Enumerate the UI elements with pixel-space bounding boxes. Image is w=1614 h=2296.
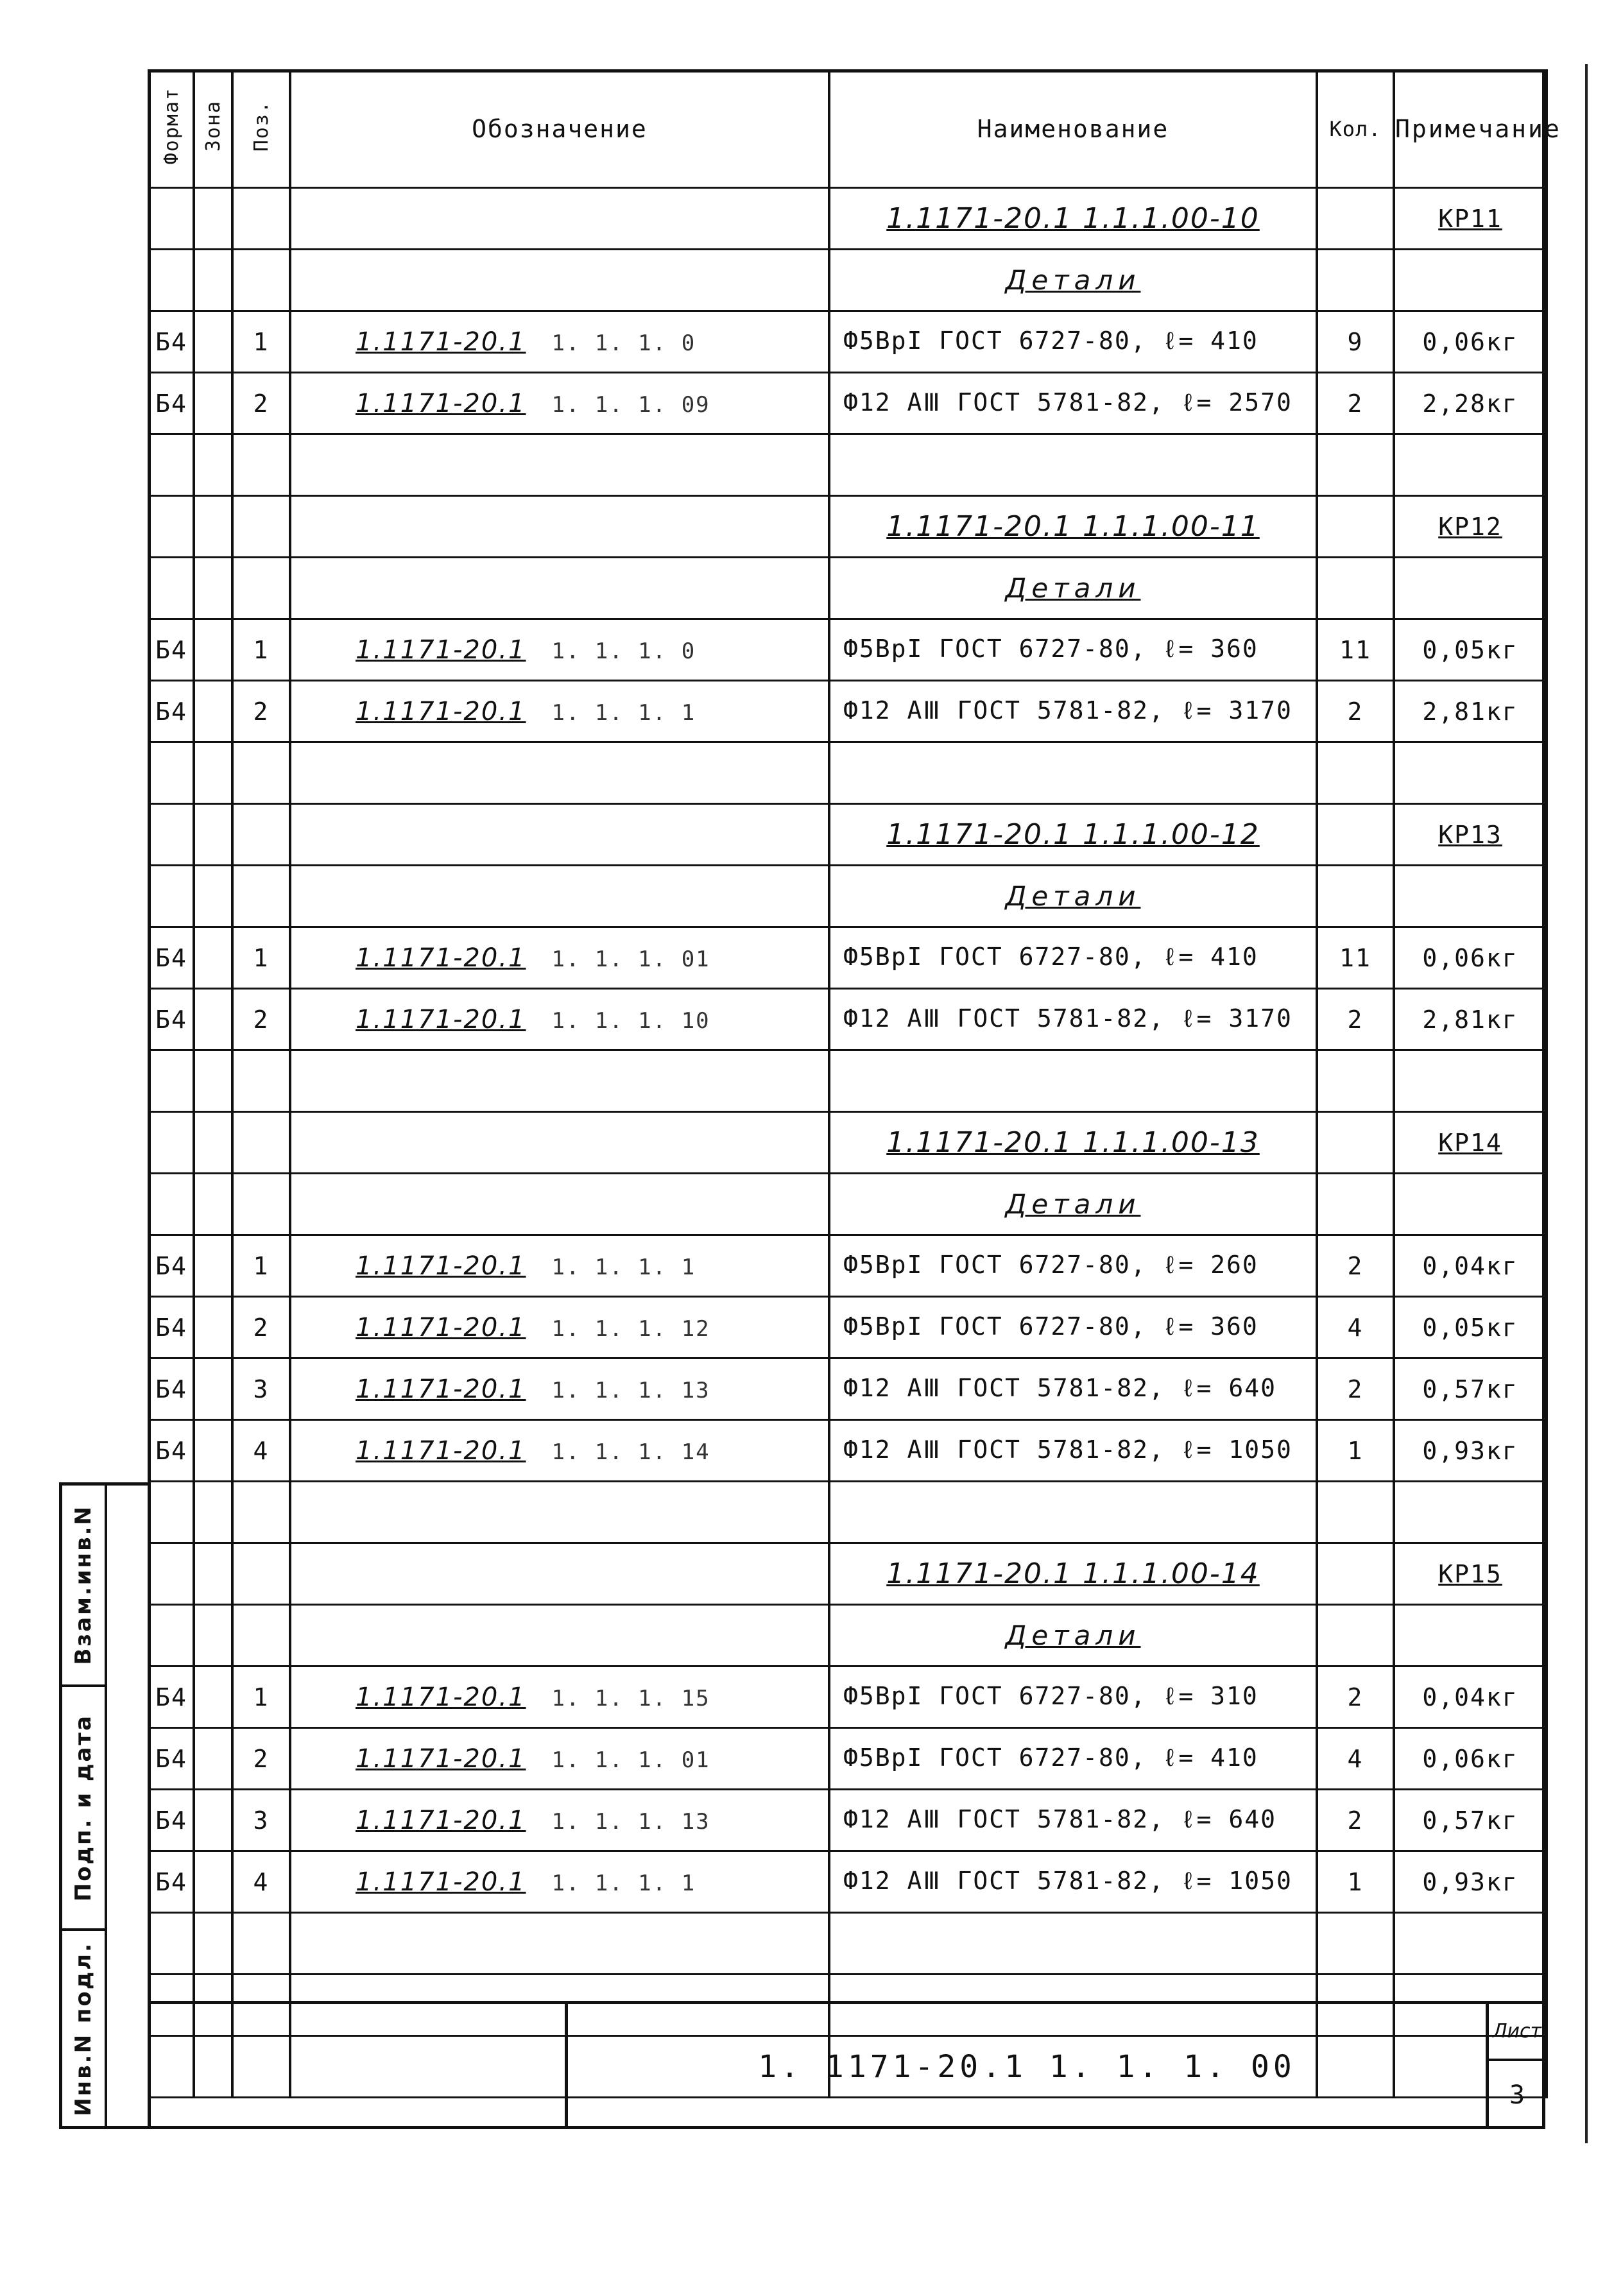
empty-cell bbox=[194, 1913, 232, 1975]
zone-cell bbox=[194, 989, 232, 1050]
designation-cell bbox=[290, 1728, 829, 1790]
format-cell: Б4 bbox=[149, 1235, 194, 1297]
header-qty: Кол. bbox=[1317, 71, 1394, 188]
note-cell: 0,05кг bbox=[1394, 619, 1547, 681]
qty-cell: 9 bbox=[1317, 311, 1394, 373]
designation-suffix: 1. 1. 1. 0 bbox=[551, 330, 696, 356]
empty-cell bbox=[232, 558, 290, 619]
designation-code: 1.1171-20.1 bbox=[356, 327, 526, 357]
qty-cell: 2 bbox=[1317, 989, 1394, 1050]
zone-cell bbox=[194, 927, 232, 989]
qty-cell: 11 bbox=[1317, 619, 1394, 681]
header-designation: Обозначение bbox=[290, 71, 829, 188]
empty-cell bbox=[1317, 496, 1394, 558]
section-title: 1.1171-20.1 1.1.1.00-14 bbox=[886, 1557, 1260, 1590]
designation-cell bbox=[290, 1666, 829, 1728]
zone-cell bbox=[194, 1235, 232, 1297]
empty-cell bbox=[194, 866, 232, 927]
name-cell: Ф5ВрI ГОСТ 6727-80, ℓ= 360 bbox=[829, 619, 1317, 681]
section-subtitle-row bbox=[149, 250, 1547, 311]
empty-cell bbox=[232, 1174, 290, 1235]
section-title-cell bbox=[829, 188, 1317, 250]
empty-cell bbox=[149, 496, 194, 558]
specification-table bbox=[148, 69, 1561, 2098]
section-subtitle-cell bbox=[829, 250, 1317, 311]
pos-cell: 4 bbox=[232, 1420, 290, 1482]
empty-cell bbox=[194, 1482, 232, 1543]
format-cell: Б4 bbox=[149, 681, 194, 742]
empty-cell bbox=[232, 1482, 290, 1543]
table-row bbox=[149, 1790, 1547, 1851]
name-cell: Ф5ВрI ГОСТ 6727-80, ℓ= 260 bbox=[829, 1235, 1317, 1297]
note-cell: 2,28кг bbox=[1394, 373, 1547, 434]
empty-cell bbox=[1317, 188, 1394, 250]
designation-code: 1.1171-20.1 bbox=[356, 1682, 526, 1712]
designation-cell bbox=[290, 681, 829, 742]
format-cell: Б4 bbox=[149, 927, 194, 989]
format-cell: Б4 bbox=[149, 373, 194, 434]
designation-code: 1.1171-20.1 bbox=[356, 1312, 526, 1342]
designation-code: 1.1171-20.1 bbox=[356, 1805, 526, 1835]
empty-cell bbox=[1394, 742, 1547, 804]
qty-cell: 1 bbox=[1317, 1420, 1394, 1482]
zone-cell bbox=[194, 619, 232, 681]
empty-cell bbox=[232, 804, 290, 866]
empty-cell bbox=[829, 1050, 1317, 1112]
empty-cell bbox=[149, 804, 194, 866]
pos-cell: 2 bbox=[232, 989, 290, 1050]
empty-cell bbox=[1394, 558, 1547, 619]
qty-cell: 2 bbox=[1317, 373, 1394, 434]
designation-suffix: 1. 1. 1. 1 bbox=[551, 1254, 696, 1280]
empty-cell bbox=[194, 742, 232, 804]
zone-cell bbox=[194, 1358, 232, 1420]
format-cell: Б4 bbox=[149, 1728, 194, 1790]
empty-cell bbox=[149, 434, 194, 496]
section-subtitle-row bbox=[149, 1605, 1547, 1666]
empty-cell bbox=[232, 866, 290, 927]
pos-cell: 2 bbox=[232, 1728, 290, 1790]
empty-cell bbox=[232, 496, 290, 558]
header-name: Наименование bbox=[829, 71, 1317, 188]
zone-cell bbox=[194, 311, 232, 373]
empty-cell bbox=[1394, 1174, 1547, 1235]
empty-cell bbox=[1317, 1543, 1394, 1605]
header-note: Примечание bbox=[1394, 71, 1547, 188]
zone-cell bbox=[194, 1420, 232, 1482]
section-note: КР15 bbox=[1394, 1543, 1547, 1605]
empty-cell bbox=[290, 1605, 829, 1666]
empty-cell bbox=[149, 1482, 194, 1543]
empty-cell bbox=[1317, 1050, 1394, 1112]
note-cell: 0,57кг bbox=[1394, 1790, 1547, 1851]
table-row bbox=[149, 1297, 1547, 1358]
designation-code: 1.1171-20.1 bbox=[356, 943, 526, 973]
empty-cell bbox=[1317, 1482, 1394, 1543]
designation-code: 1.1171-20.1 bbox=[356, 1374, 526, 1404]
designation-suffix: 1. 1. 1. 1 bbox=[551, 1870, 696, 1896]
format-cell: Б4 bbox=[149, 989, 194, 1050]
empty-cell bbox=[149, 1174, 194, 1235]
section-subtitle: Детали bbox=[1005, 264, 1141, 296]
qty-cell: 2 bbox=[1317, 1235, 1394, 1297]
note-cell: 2,81кг bbox=[1394, 681, 1547, 742]
empty-cell bbox=[194, 1174, 232, 1235]
empty-cell bbox=[1317, 804, 1394, 866]
empty-cell bbox=[149, 866, 194, 927]
designation-code: 1.1171-20.1 bbox=[356, 388, 526, 418]
designation-code: 1.1171-20.1 bbox=[356, 1867, 526, 1897]
designation-code: 1.1171-20.1 bbox=[356, 1251, 526, 1281]
empty-cell bbox=[149, 1112, 194, 1174]
designation-cell bbox=[290, 619, 829, 681]
designation-cell bbox=[290, 1790, 829, 1851]
table-header-row bbox=[149, 71, 1547, 188]
pos-cell: 2 bbox=[232, 373, 290, 434]
section-subtitle-row bbox=[149, 1174, 1547, 1235]
designation-cell bbox=[290, 1420, 829, 1482]
side-replaced-inv: Взам.инв.N bbox=[62, 1486, 107, 1684]
name-cell: Ф5ВрI ГОСТ 6727-80, ℓ= 410 bbox=[829, 311, 1317, 373]
designation-suffix: 1. 1. 1. 13 bbox=[551, 1808, 710, 1835]
pos-cell: 2 bbox=[232, 1297, 290, 1358]
empty-cell bbox=[1394, 1605, 1547, 1666]
section-title-row bbox=[149, 188, 1547, 250]
zone-cell bbox=[194, 373, 232, 434]
designation-suffix: 1. 1. 1. 1 bbox=[551, 699, 696, 726]
name-cell: Ф5ВрI ГОСТ 6727-80, ℓ= 360 bbox=[829, 1297, 1317, 1358]
empty-cell bbox=[1394, 866, 1547, 927]
designation-code: 1.1171-20.1 bbox=[356, 635, 526, 665]
empty-cell bbox=[232, 1913, 290, 1975]
empty-row bbox=[149, 1913, 1547, 1975]
zone-cell bbox=[194, 1297, 232, 1358]
empty-cell bbox=[1394, 1913, 1547, 1975]
section-subtitle-cell bbox=[829, 866, 1317, 927]
empty-cell bbox=[1317, 434, 1394, 496]
section-title-row bbox=[149, 804, 1547, 866]
designation-cell bbox=[290, 1358, 829, 1420]
pos-cell: 1 bbox=[232, 927, 290, 989]
note-cell: 0,06кг bbox=[1394, 927, 1547, 989]
format-cell: Б4 bbox=[149, 1851, 194, 1913]
empty-cell bbox=[290, 742, 829, 804]
section-subtitle-row bbox=[149, 558, 1547, 619]
zone-cell bbox=[194, 1666, 232, 1728]
empty-cell bbox=[290, 804, 829, 866]
empty-cell bbox=[1394, 434, 1547, 496]
table-row bbox=[149, 681, 1547, 742]
name-cell: Ф5ВрI ГОСТ 6727-80, ℓ= 410 bbox=[829, 1728, 1317, 1790]
section-subtitle-row bbox=[149, 866, 1547, 927]
empty-cell bbox=[149, 742, 194, 804]
empty-cell bbox=[232, 1605, 290, 1666]
designation-code: 1.1171-20.1 bbox=[356, 1435, 526, 1466]
section-note: КР12 bbox=[1394, 496, 1547, 558]
table-row bbox=[149, 311, 1547, 373]
empty-cell bbox=[829, 1913, 1317, 1975]
section-title-cell bbox=[829, 496, 1317, 558]
note-cell: 0,06кг bbox=[1394, 1728, 1547, 1790]
zone-cell bbox=[194, 1728, 232, 1790]
zone-cell bbox=[194, 1851, 232, 1913]
name-cell: Ф12 АⅢ ГОСТ 5781-82, ℓ= 640 bbox=[829, 1790, 1317, 1851]
table-row bbox=[149, 1235, 1547, 1297]
table-row bbox=[149, 1358, 1547, 1420]
table-row bbox=[149, 373, 1547, 434]
pos-cell: 1 bbox=[232, 619, 290, 681]
empty-cell bbox=[290, 1543, 829, 1605]
empty-cell bbox=[1317, 250, 1394, 311]
format-cell: Б4 bbox=[149, 619, 194, 681]
empty-cell bbox=[149, 558, 194, 619]
table-row bbox=[149, 927, 1547, 989]
empty-cell bbox=[1394, 1482, 1547, 1543]
table-row bbox=[149, 1420, 1547, 1482]
section-title-row bbox=[149, 496, 1547, 558]
empty-cell bbox=[290, 250, 829, 311]
sheet-number: 3 bbox=[1509, 2080, 1525, 2110]
empty-cell bbox=[232, 1112, 290, 1174]
document-code: 1. 1171-20.1 1. 1. 1. 00 bbox=[758, 2048, 1296, 2085]
designation-code: 1.1171-20.1 bbox=[356, 1743, 526, 1774]
format-cell: Б4 bbox=[149, 1358, 194, 1420]
name-cell: Ф5ВрI ГОСТ 6727-80, ℓ= 410 bbox=[829, 927, 1317, 989]
empty-cell bbox=[232, 742, 290, 804]
section-subtitle: Детали bbox=[1005, 1620, 1141, 1651]
designation-suffix: 1. 1. 1. 14 bbox=[551, 1439, 710, 1465]
empty-cell bbox=[829, 1482, 1317, 1543]
designation-code: 1.1171-20.1 bbox=[356, 696, 526, 726]
section-title: 1.1171-20.1 1.1.1.00-10 bbox=[886, 202, 1260, 235]
note-cell: 2,81кг bbox=[1394, 989, 1547, 1050]
empty-cell bbox=[232, 188, 290, 250]
scan-edge-line bbox=[1585, 64, 1588, 2143]
designation-cell bbox=[290, 927, 829, 989]
section-subtitle: Детали bbox=[1005, 1188, 1141, 1220]
pos-cell: 1 bbox=[232, 1666, 290, 1728]
empty-cell bbox=[194, 1605, 232, 1666]
zone-cell bbox=[194, 1790, 232, 1851]
pos-cell: 1 bbox=[232, 311, 290, 373]
table-row bbox=[149, 1851, 1547, 1913]
empty-cell bbox=[1394, 1050, 1547, 1112]
empty-cell bbox=[232, 250, 290, 311]
empty-cell bbox=[290, 866, 829, 927]
empty-cell bbox=[149, 188, 194, 250]
empty-cell bbox=[149, 1543, 194, 1605]
header-zone: Зона bbox=[194, 71, 232, 188]
table-row bbox=[149, 989, 1547, 1050]
format-cell: Б4 bbox=[149, 311, 194, 373]
pos-cell: 2 bbox=[232, 681, 290, 742]
designation-suffix: 1. 1. 1. 01 bbox=[551, 946, 710, 972]
sheet-box bbox=[1486, 2004, 1545, 2129]
section-title-row bbox=[149, 1112, 1547, 1174]
designation-suffix: 1. 1. 1. 01 bbox=[551, 1747, 710, 1773]
name-cell: Ф12 АⅢ ГОСТ 5781-82, ℓ= 1050 bbox=[829, 1420, 1317, 1482]
designation-cell bbox=[290, 311, 829, 373]
qty-cell: 2 bbox=[1317, 1790, 1394, 1851]
empty-cell bbox=[194, 804, 232, 866]
section-subtitle: Детали bbox=[1005, 572, 1141, 604]
section-title-cell bbox=[829, 1112, 1317, 1174]
table-body bbox=[149, 188, 1547, 2098]
sheet-label: Лист bbox=[1489, 2004, 1545, 2061]
name-cell: Ф12 АⅢ ГОСТ 5781-82, ℓ= 640 bbox=[829, 1358, 1317, 1420]
table-row bbox=[149, 1666, 1547, 1728]
qty-cell: 4 bbox=[1317, 1728, 1394, 1790]
section-subtitle: Детали bbox=[1005, 880, 1141, 912]
designation-cell bbox=[290, 989, 829, 1050]
designation-cell bbox=[290, 373, 829, 434]
section-title-cell bbox=[829, 1543, 1317, 1605]
table-row bbox=[149, 619, 1547, 681]
qty-cell: 4 bbox=[1317, 1297, 1394, 1358]
note-cell: 0,93кг bbox=[1394, 1420, 1547, 1482]
empty-cell bbox=[290, 496, 829, 558]
empty-cell bbox=[149, 1605, 194, 1666]
empty-cell bbox=[194, 1112, 232, 1174]
header-format: Формат bbox=[149, 71, 194, 188]
note-cell: 0,04кг bbox=[1394, 1235, 1547, 1297]
note-cell: 0,93кг bbox=[1394, 1851, 1547, 1913]
name-cell: Ф12 АⅢ ГОСТ 5781-82, ℓ= 2570 bbox=[829, 373, 1317, 434]
empty-row bbox=[149, 434, 1547, 496]
empty-row bbox=[149, 1050, 1547, 1112]
section-title: 1.1171-20.1 1.1.1.00-12 bbox=[886, 818, 1260, 851]
empty-cell bbox=[1317, 742, 1394, 804]
section-title: 1.1171-20.1 1.1.1.00-13 bbox=[886, 1126, 1260, 1159]
format-cell: Б4 bbox=[149, 1666, 194, 1728]
section-title-row bbox=[149, 1543, 1547, 1605]
qty-cell: 2 bbox=[1317, 681, 1394, 742]
section-note: КР13 bbox=[1394, 804, 1547, 866]
designation-suffix: 1. 1. 1. 10 bbox=[551, 1007, 710, 1034]
header-pos: Поз. bbox=[232, 71, 290, 188]
qty-cell: 1 bbox=[1317, 1851, 1394, 1913]
zone-cell bbox=[194, 681, 232, 742]
table-row bbox=[149, 1728, 1547, 1790]
empty-cell bbox=[290, 1050, 829, 1112]
designation-code: 1.1171-20.1 bbox=[356, 1004, 526, 1034]
name-cell: Ф12 АⅢ ГОСТ 5781-82, ℓ= 1050 bbox=[829, 1851, 1317, 1913]
designation-cell bbox=[290, 1235, 829, 1297]
empty-cell bbox=[829, 742, 1317, 804]
designation-cell bbox=[290, 1297, 829, 1358]
empty-cell bbox=[194, 558, 232, 619]
section-title-cell bbox=[829, 804, 1317, 866]
empty-cell bbox=[1317, 1605, 1394, 1666]
format-cell: Б4 bbox=[149, 1790, 194, 1851]
empty-cell bbox=[194, 434, 232, 496]
empty-cell bbox=[290, 1913, 829, 1975]
side-sign-date: Подп. и дата bbox=[62, 1684, 107, 1928]
empty-cell bbox=[1317, 1174, 1394, 1235]
empty-cell bbox=[232, 1543, 290, 1605]
name-cell: Ф12 АⅢ ГОСТ 5781-82, ℓ= 3170 bbox=[829, 989, 1317, 1050]
empty-cell bbox=[290, 1482, 829, 1543]
format-cell: Б4 bbox=[149, 1420, 194, 1482]
designation-suffix: 1. 1. 1. 12 bbox=[551, 1315, 710, 1342]
note-cell: 0,06кг bbox=[1394, 311, 1547, 373]
section-note: КР11 bbox=[1394, 188, 1547, 250]
section-note: КР14 bbox=[1394, 1112, 1547, 1174]
qty-cell: 11 bbox=[1317, 927, 1394, 989]
designation-suffix: 1. 1. 1. 0 bbox=[551, 638, 696, 664]
empty-cell bbox=[290, 188, 829, 250]
empty-cell bbox=[194, 250, 232, 311]
pos-cell: 1 bbox=[232, 1235, 290, 1297]
empty-cell bbox=[232, 434, 290, 496]
empty-cell bbox=[290, 1174, 829, 1235]
note-cell: 0,04кг bbox=[1394, 1666, 1547, 1728]
section-subtitle-cell bbox=[829, 558, 1317, 619]
empty-cell bbox=[194, 1050, 232, 1112]
side-inv-orig: Инв.N подл. bbox=[62, 1928, 107, 2127]
section-title: 1.1171-20.1 1.1.1.00-11 bbox=[886, 510, 1260, 543]
title-block bbox=[148, 2001, 1545, 2129]
empty-cell bbox=[290, 434, 829, 496]
format-cell: Б4 bbox=[149, 1297, 194, 1358]
empty-cell bbox=[1317, 866, 1394, 927]
qty-cell: 2 bbox=[1317, 1358, 1394, 1420]
pos-cell: 3 bbox=[232, 1358, 290, 1420]
designation-suffix: 1. 1. 1. 13 bbox=[551, 1377, 710, 1403]
side-stamp bbox=[59, 1482, 148, 2129]
pos-cell: 4 bbox=[232, 1851, 290, 1913]
designation-cell bbox=[290, 1851, 829, 1913]
empty-cell bbox=[149, 1050, 194, 1112]
section-subtitle-cell bbox=[829, 1605, 1317, 1666]
empty-cell bbox=[194, 496, 232, 558]
title-block-left bbox=[148, 2004, 568, 2129]
designation-suffix: 1. 1. 1. 15 bbox=[551, 1685, 710, 1711]
empty-cell bbox=[1317, 1913, 1394, 1975]
note-cell: 0,05кг bbox=[1394, 1297, 1547, 1358]
pos-cell: 3 bbox=[232, 1790, 290, 1851]
name-cell: Ф12 АⅢ ГОСТ 5781-82, ℓ= 3170 bbox=[829, 681, 1317, 742]
note-cell: 0,57кг bbox=[1394, 1358, 1547, 1420]
empty-cell bbox=[149, 250, 194, 311]
empty-cell bbox=[149, 1913, 194, 1975]
name-cell: Ф5ВрI ГОСТ 6727-80, ℓ= 310 bbox=[829, 1666, 1317, 1728]
empty-cell bbox=[1317, 1112, 1394, 1174]
section-subtitle-cell bbox=[829, 1174, 1317, 1235]
empty-cell bbox=[1394, 250, 1547, 311]
empty-cell bbox=[194, 188, 232, 250]
empty-cell bbox=[1317, 558, 1394, 619]
qty-cell: 2 bbox=[1317, 1666, 1394, 1728]
empty-cell bbox=[194, 1543, 232, 1605]
empty-cell bbox=[290, 558, 829, 619]
designation-suffix: 1. 1. 1. 09 bbox=[551, 391, 710, 418]
empty-cell bbox=[290, 1112, 829, 1174]
empty-row bbox=[149, 742, 1547, 804]
empty-cell bbox=[829, 434, 1317, 496]
empty-cell bbox=[232, 1050, 290, 1112]
empty-row bbox=[149, 1482, 1547, 1543]
